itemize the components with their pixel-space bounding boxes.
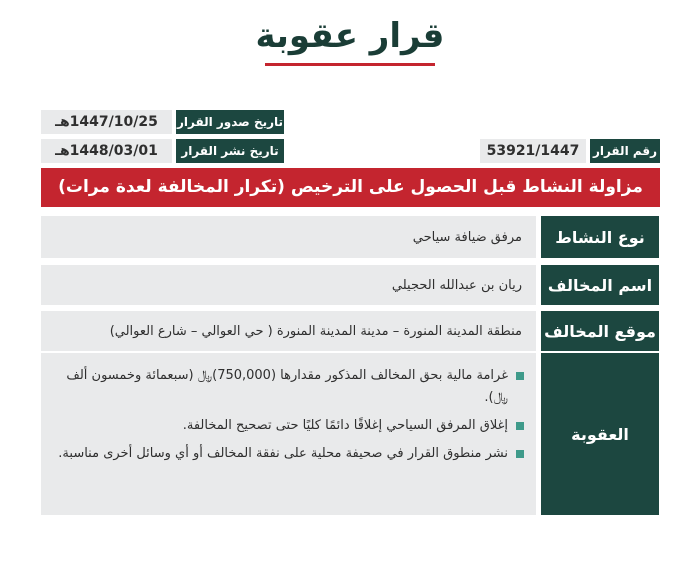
- penalty-item-text: نشر منطوق القرار في صحيفة محلية على نفقة المخالف أو أي وسائل أخرى مناسبة.: [58, 446, 508, 461]
- violator-name-label: اسم المخالف: [541, 265, 659, 305]
- activity-type-label: نوع النشاط: [541, 216, 659, 258]
- violator-location-label: موقع المخالف: [541, 311, 659, 351]
- decision-number-value: 53921/1447: [480, 139, 586, 163]
- penalty-item: [53, 443, 524, 465]
- publish-date-label: تاريخ نشر القرار: [176, 139, 284, 163]
- page-title: قرار عقوبة: [255, 16, 445, 56]
- penalty-item-text: إغلاق المرفق السياحي إغلاقًا دائمًا كليًا حتى تصحيح المخالفة.: [182, 418, 508, 433]
- square-bullet-icon: [516, 422, 524, 430]
- penalty-item-text: غرامة مالية بحق المخالف المذكور مقدارها (750,000)﷼ (سبعمائة وخمسون ألف ﷼).: [66, 368, 508, 405]
- violator-location-value: منطقة المدينة المنورة – مدينة المدينة المنورة ( حي العوالي – شارع العوالي): [41, 311, 536, 351]
- violation-title-banner: مزاولة النشاط قبل الحصول على الترخيص (تكرار المخالفة لعدة مرات): [41, 168, 660, 207]
- penalty-item: [53, 415, 524, 437]
- decision-number-label: رقم القرار: [590, 139, 660, 163]
- penalty-list: [41, 353, 536, 515]
- title-underline: [265, 63, 435, 66]
- issue-date-label: تاريخ صدور القرار: [176, 110, 284, 134]
- issue-date-value: 1447/10/25هـ: [41, 110, 172, 134]
- violator-name-value: ريان بن عبدالله الحجيلي: [41, 265, 536, 305]
- penalty-item: [53, 365, 524, 409]
- square-bullet-icon: [516, 450, 524, 458]
- publish-date-value: 1448/03/01هـ: [41, 139, 172, 163]
- square-bullet-icon: [516, 372, 524, 380]
- penalty-label: العقوبة: [541, 353, 659, 515]
- activity-type-value: مرفق ضيافة سياحي: [41, 216, 536, 258]
